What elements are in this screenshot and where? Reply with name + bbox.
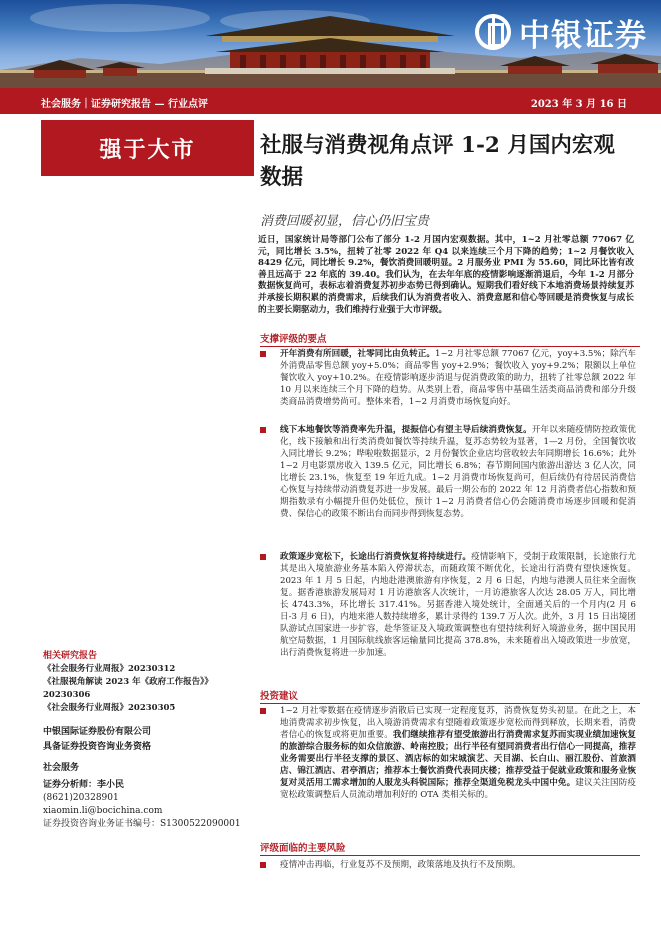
investment-recommendations: 我们继续推荐有望受旅游出行消费需求复苏而实现业绩加速恢复的旅游综合服务标的如众信旅游、岭南控股；出行半径有望同消费者出行信心一同提高，推荐业务需要出行半径支撑的景区、酒店标的如宋城演艺、天目湖、长白山、丽江股份、首旅酒店、锦江酒店、君亭酒店；推荐本土餐饮消费代表同庆楼；推荐受益于促就业政策和服务业恢复对灵活用工需求增加的人服龙头科锐国际；推荐全渠道免税龙头中国中免。 [280, 730, 636, 788]
report-info-bar [0, 88, 661, 114]
key-point-body: 开年以来随疫情防控政策优化，线下接触和出行类消费如餐饮等持续升温，复苏态势较为显著，1—2 月份，全国餐饮收入同比增长 9.2%；哗啦啦数据显示，2 月份餐饮企业店均营收较去年同期增长 16.6%；此外 1~2 月电影票房收入 139.5 亿元，同比增长 6.8%；春节期间国内旅游出游达 3 亿人次，同比增长 23.1%，恢复至 19 年近九成。1~2 月消费市场恢复尚可，但后续仍有待居民消费信心恢复与持续带动消费复苏进一步发展。最后一期公布的 2022 年 12 月消费者信心指数和预期指数录有小幅提升但仍处低位，预计 1~2 月消费者信心仍会随消费市场逐步回暖和促消费、保信心的政策不断出台而同步得到恢复态势。 [280, 425, 636, 519]
related-report-item[interactable]: 《社会服务行业周报》20230305 [43, 703, 176, 713]
report-subtitle: 消费回暖初显，信心仍旧宝贵 [260, 214, 430, 229]
bullet-square-icon [260, 862, 266, 868]
analyst-name: 证券分析师：李小民 [43, 780, 125, 790]
key-point-body: 1~2 月社零总额 77067 亿元，yoy+3.5%；除汽车外消费品零售总额 yoy+5.0%；商品零售 yoy+2.9%；餐饮收入 yoy+9.2%；限额以上单位餐饮收入 yoy+10.2%。在疫情影响逐步消退与促消费政策的助力，扭转了社零总额 2022 年 10 月以来连续三个月下降的趋势。从类别上看，商品零售中基础生活类商品消费和部分升级类商品消费增势尚可。整体来看，1~2 月消费市场恢复向好。 [280, 349, 636, 407]
investment-item [260, 705, 640, 835]
key-point-lead: 开年消费有所回暖，社零同比由负转正。 [280, 349, 436, 359]
key-point-lead: 政策逐步宽松下，长途出行消费恢复将持续进行。 [280, 552, 472, 562]
risk-item [260, 859, 640, 875]
abstract-paragraph: 近日，国家统计局等部门公布了部分 1-2 月国内宏观数据。其中，1~2 月社零总额 77067 亿元，同比增长 3.5%，扭转了社零 2022 年 Q4 以来连续三个月下降的趋势；1~2 月餐饮收入 8429 亿元，同比增长 9.2%，餐饮消费回暖明显。2 月服务业 PMI 为 55.60，同比环比皆有改善且远高于 22 年底的 39.40。我们认为，在去年年底的疫情影响逐渐消退后，今年 1-2 月部分数据恢复尚可，表标志着消费复苏初步态势已得到确认。短期我们看好线下本地消费场景持续复苏并承接长期积累的消费需求，后续我们认为消费者收入、消费意愿和信心等回暖是消费恢复与成长的主要长期驱动力，我们维持行业强于大市评级。 [258, 235, 634, 315]
sector-label: 社会服务 [43, 763, 80, 773]
analyst-info [43, 779, 253, 831]
investment-heading: 投资建议 [260, 688, 640, 704]
key-point-item [260, 424, 640, 564]
header-banner [0, 0, 661, 88]
analyst-email[interactable]: xiaomin.li@bocichina.com [43, 806, 163, 816]
bullet-square-icon [260, 351, 266, 357]
breadcrumb: 社会服务｜证券研究报告 — 行业点评 [41, 99, 208, 110]
related-report-item[interactable]: 《社服视角解读 2023 年《政府工作报告》》20230306 [43, 677, 213, 700]
key-point-body: 疫情影响下，受制于政策限制，长途旅行尤其是出入境旅游业务基本陷入停滞状态，而随政策不断优化，长途出行消费有望快速恢复。2023 年 1 月 5 日起，内地赴港澳旅游有序恢复，2 月 6 日起，内地与港澳人员往来全面恢复。据香港旅游发展局对 1 月访港旅客人次统计，一月访港旅客人次达 28.05 万人，同比增长 4743.3%，环比增长 317.41%。另据香港入境处统计，全面通关后的一个月内(2 月 6 日-3 月 6 日)，内地来港人数持续增多，累计录得约 139.7 万人次。此外，3 月 15 日出境团队游试点国家进一步扩容，赴华签证及入境政策调整也有望持续利好入境游业务，据中国民用航空局数据，1 月国际航线旅客运输量同比提高 378.8%，未来随着出入境政策进一步放宽，出行消费恢复将进一步加速。 [280, 552, 636, 658]
bullet-square-icon [260, 427, 266, 433]
related-reports [43, 650, 253, 715]
key-point-item [260, 348, 640, 428]
risk-heading: 评级面临的主要风险 [260, 840, 640, 856]
investment-tail: 建议关注国防疫宽松政策调整后人员流动增加利好的 OTA 类相关标的。 [280, 778, 636, 800]
report-date: 2023 年 3 月 16 日 [530, 99, 627, 110]
key-point-item [260, 551, 640, 691]
related-report-item[interactable]: 《社会服务行业周报》20230312 [43, 664, 176, 674]
company-name: 中银国际证券股份有限公司 [43, 727, 152, 737]
risk-text: 疫情冲击再临，行业复苏不及预期，政策落地及执行不及预期。 [280, 860, 521, 870]
analyst-phone: (8621)20328901 [43, 793, 119, 803]
bank-logo-icon [475, 14, 511, 50]
bullet-square-icon [260, 708, 266, 714]
sidebar [41, 114, 254, 935]
report-title: 社服与消费视角点评 1-2 月国内宏观数据 [260, 133, 615, 190]
logo-text: 中银证券 [519, 17, 647, 54]
company-logo [475, 12, 647, 52]
related-reports-heading: 相关研究报告 [43, 651, 98, 661]
bullet-square-icon [260, 554, 266, 560]
rating-badge: 强于大市 [41, 120, 254, 176]
analyst-license: 证券投资咨询业务证书编号：S1300522090001 [43, 819, 241, 829]
investment-intro: 1~2 月社零数据在疫情逐步消散后已实现一定程度复苏，消费恢复势头初显。在此之上，本地消费需求初步恢复，出入境游消费需求有望随着政策逐步宽松而得到释放，长期来看，消费者信心的恢复或将更加重要。 [280, 706, 636, 740]
company-info [43, 725, 253, 776]
key-point-lead: 线下本地餐饮等消费率先升温，提振信心有望主导后续消费恢复。 [280, 425, 532, 435]
key-points-heading: 支撑评级的要点 [260, 331, 640, 347]
company-qualification: 具备证券投资咨询业务资格 [43, 742, 152, 752]
